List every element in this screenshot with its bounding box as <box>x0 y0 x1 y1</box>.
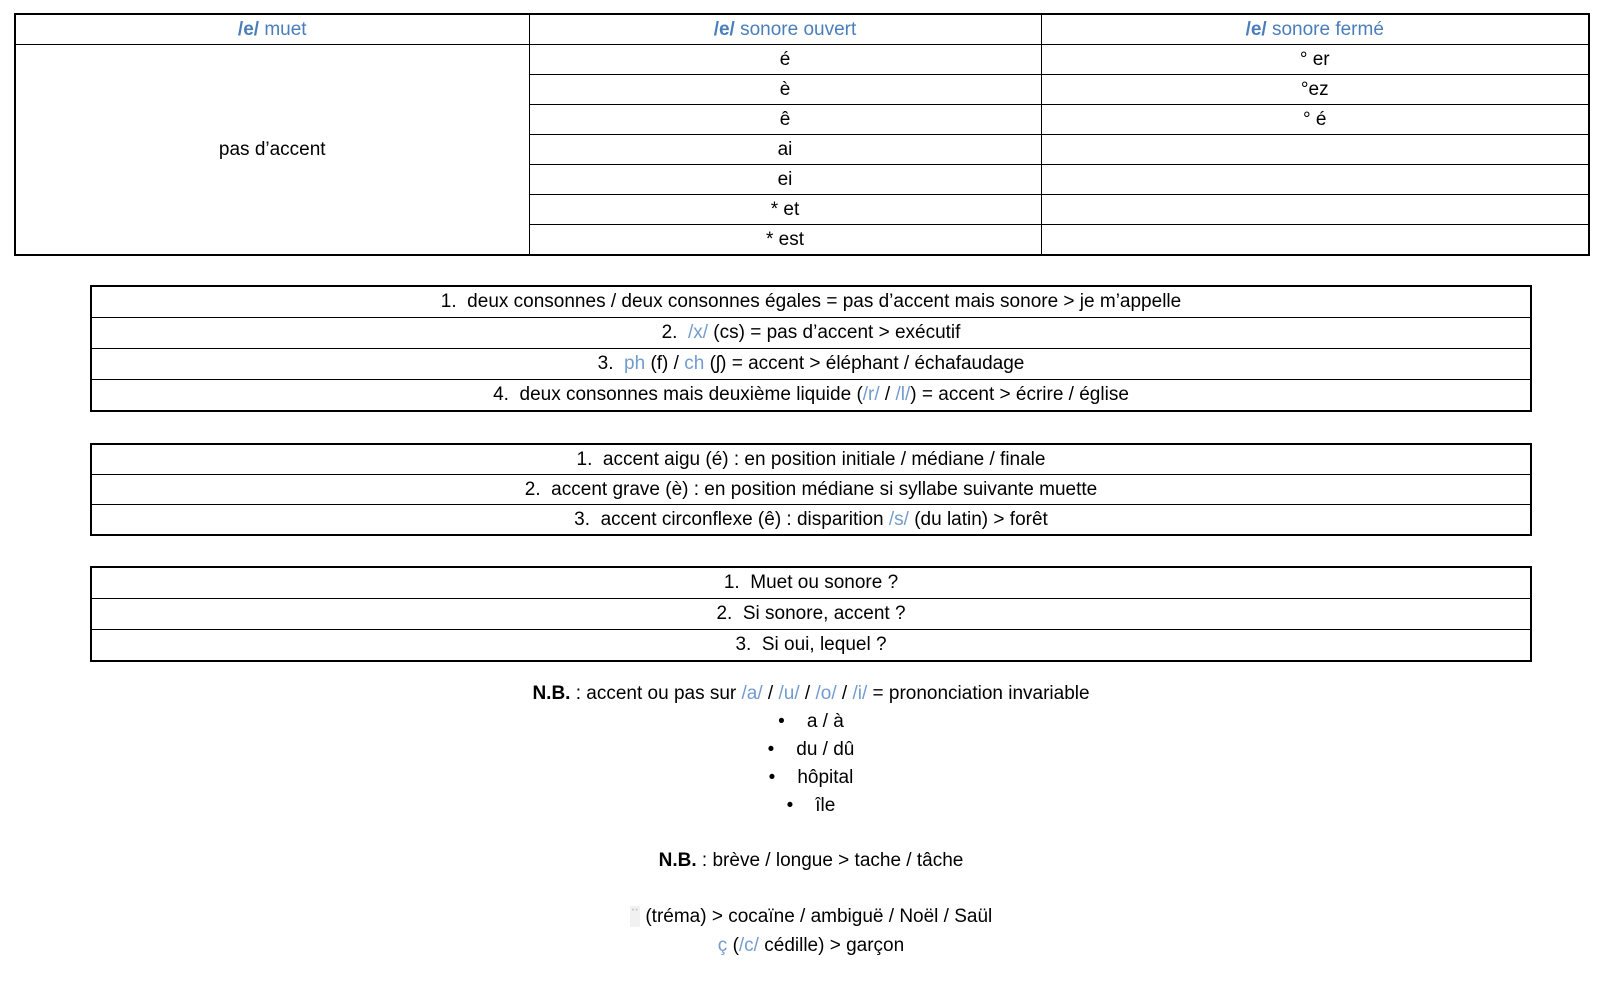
cell-ouvert-e-circonflexe: ê <box>529 105 1041 135</box>
header-e-sonore-ferme: /e/ sonore fermé <box>1041 14 1589 45</box>
e-phoneme-table <box>14 13 1590 256</box>
cell-ouvert-ai: ai <box>529 135 1041 165</box>
questions-table <box>90 566 1532 662</box>
bullet-text: hôpital <box>797 767 854 788</box>
bullet-item <box>90 792 1532 820</box>
accents-rules-table <box>90 443 1532 536</box>
cell-ouvert-et: * et <box>529 195 1041 225</box>
document-page <box>0 13 1607 981</box>
nb-vowel-accents: N.B. : accent ou pas sur /a/ / /u/ / /o/ / /i/ = prononciation invariable <box>532 683 1090 704</box>
bullet-icon: • <box>767 739 775 760</box>
bullet-icon: • <box>778 711 785 732</box>
notes-section <box>90 679 1532 960</box>
rule-accent-grave: 2. accent grave (è) : en position médiane si syllabe suivante muette <box>92 474 1530 504</box>
bullet-icon: • <box>768 767 776 788</box>
cell-ferme-empty <box>1041 165 1589 195</box>
rule-accent-circonflexe: 3. accent circonflexe (ê) : disparition /s/ (du latin) > forêt <box>92 504 1530 534</box>
cell-ferme-empty <box>1041 135 1589 165</box>
question-muet-ou-sonore: 1. Muet ou sonore ? <box>723 572 899 593</box>
bullet-text: du / dû <box>796 739 855 760</box>
rule-x-cs: 2. /x/ (cs) = pas d’accent > exécutif <box>92 317 1530 348</box>
rule-deux-consonnes: 1. deux consonnes / deux consonnes égales = pas d’accent mais sonore > je m’appelle <box>440 291 1182 312</box>
cell-ouvert-est: * est <box>529 225 1041 256</box>
header-e-muet: /e/ muet <box>15 14 529 45</box>
bullet-text: a / à <box>806 711 844 732</box>
bullet-item <box>90 764 1532 792</box>
nb-breve-longue: N.B. : brève / longue > tache / tâche <box>658 850 964 871</box>
rule-ph-ch: 3. ph (f) / ch (ʃ) = accent > éléphant / échafaudage <box>92 348 1530 379</box>
cedille-note: ç (/c/ cédille) > garçon <box>717 935 905 956</box>
cell-ferme-e-aigu: ° é <box>1041 105 1589 135</box>
cell-ferme-empty <box>1041 195 1589 225</box>
cell-ouvert-ei: ei <box>529 165 1041 195</box>
bullet-item <box>90 736 1532 764</box>
cell-pas-daccent: pas d’accent <box>15 45 529 256</box>
cell-ouvert-e-aigu: é <box>529 45 1041 75</box>
rule-liquide: 4. deux consonnes mais deuxième liquide (/r/ / /l/) = accent > écrire / église <box>92 379 1530 410</box>
question-si-oui: 3. Si oui, lequel ? <box>92 629 1530 660</box>
header-e-sonore-ouvert: /e/ sonore ouvert <box>529 14 1041 45</box>
rule-accent-aigu: 1. accent aigu (é) : en position initiale / médiane / finale <box>576 449 1046 470</box>
cell-ferme-empty <box>1041 225 1589 256</box>
cell-ferme-ez: °ez <box>1041 75 1589 105</box>
table-header-row <box>15 14 1589 45</box>
bullet-item <box>90 708 1532 736</box>
cell-ouvert-e-grave: è <box>529 75 1041 105</box>
question-si-sonore: 2. Si sonore, accent ? <box>92 598 1530 629</box>
bullet-icon: • <box>786 795 794 816</box>
table-row <box>15 45 1589 75</box>
bullet-text: île <box>815 795 836 816</box>
consonnes-rules-table <box>90 285 1532 412</box>
cell-ferme-er: ° er <box>1041 45 1589 75</box>
trema-note: ¨ (tréma) > cocaïne / ambiguë / Noël / Saül <box>631 906 993 927</box>
